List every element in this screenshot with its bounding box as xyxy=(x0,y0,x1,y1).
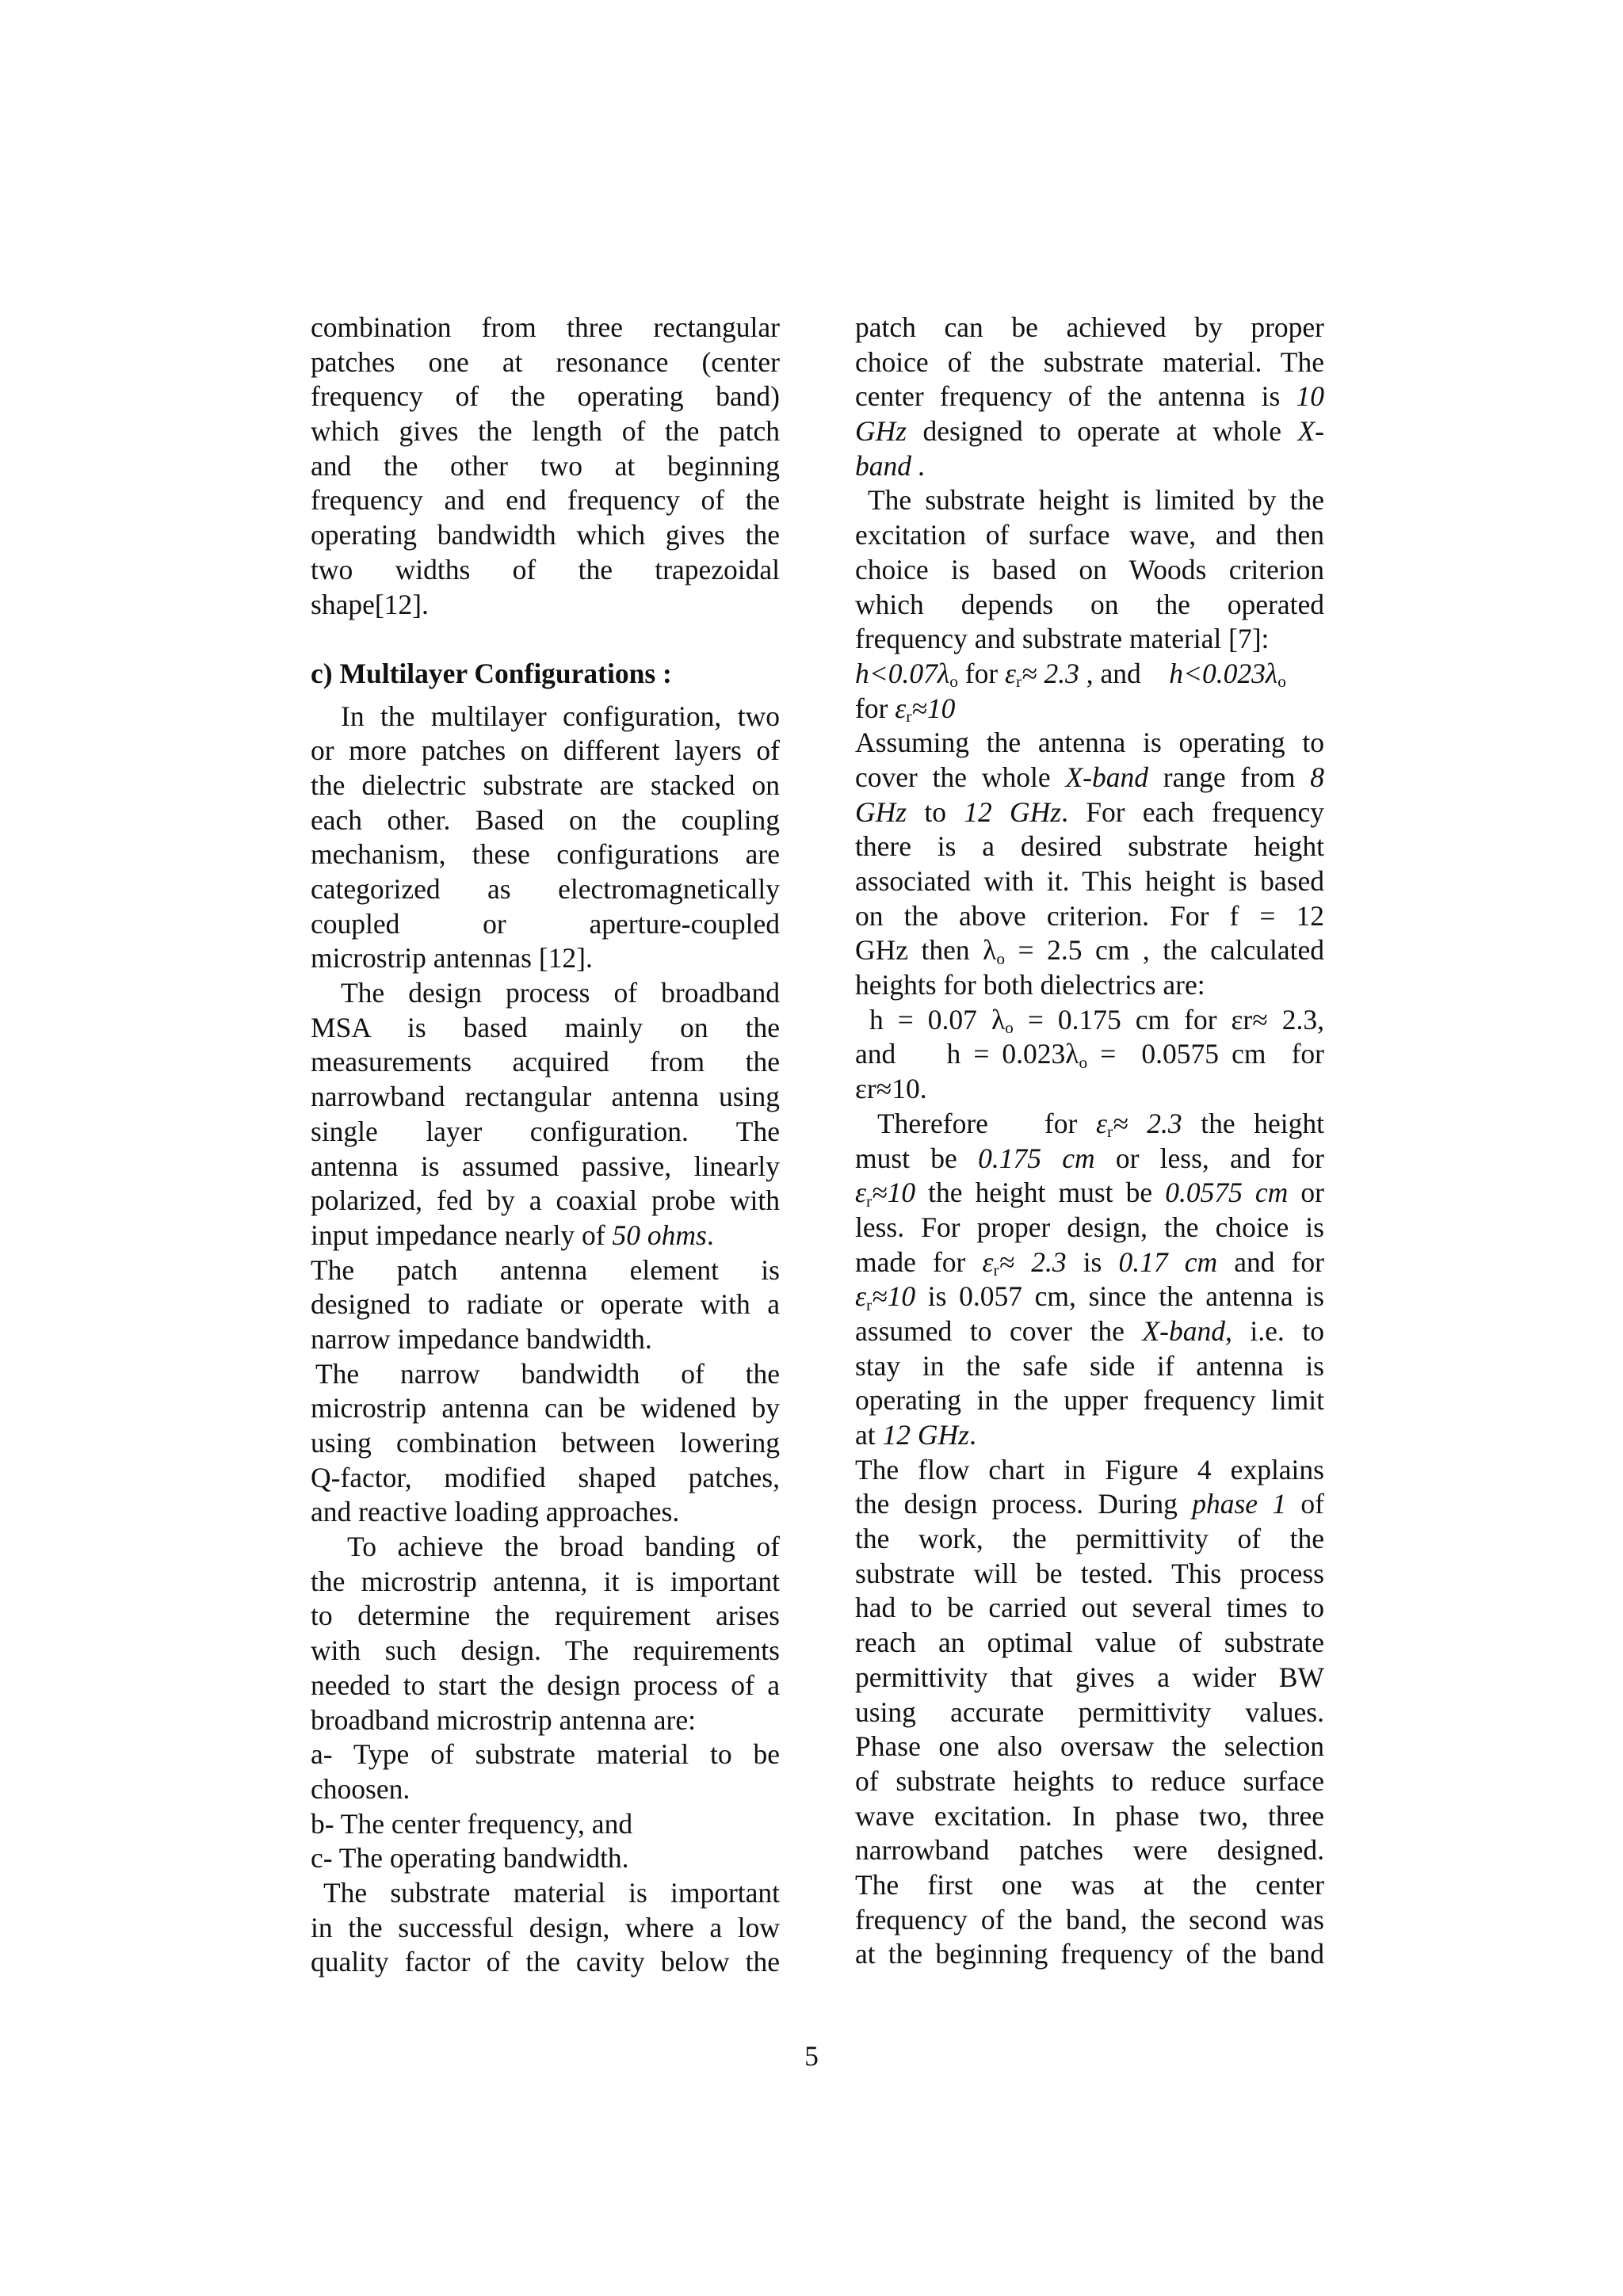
criterion-line: $h<0.07\lambda_o$ for $\varepsilon_r\approx 2.3$ , and $h<0.023\lambda_o$ xyxy=(855,657,1286,692)
text-line: patch can be achieved by proper xyxy=(855,311,1324,343)
text-line: stay in the safe side if antenna is xyxy=(855,1349,1324,1382)
text-line: center frequency of the antenna is 10 xyxy=(855,380,1324,413)
page-number: 5 xyxy=(804,2040,819,2072)
text-line: which depends on the operated xyxy=(855,588,1324,620)
text-line: εr≈10. xyxy=(855,1073,927,1105)
text-line: The patch antenna element is xyxy=(311,1253,780,1286)
text-line: narrowband patches were designed. xyxy=(855,1834,1324,1867)
section-heading: c) Multilayer Configurations : xyxy=(311,657,672,689)
text-line: microstrip antennas [12]. xyxy=(311,942,593,974)
right-column xyxy=(855,311,1324,1972)
text-line: Q-factor, modified shaped patches, xyxy=(311,1461,780,1493)
list-item: c- The operating bandwidth. xyxy=(311,1842,629,1875)
text-line: MSA is based mainly on the xyxy=(311,1011,780,1043)
text-line: with such design. The requirements xyxy=(311,1634,780,1667)
text-line: In the multilayer configuration, two xyxy=(341,700,780,732)
text-line: and the other two at beginning xyxy=(311,449,780,482)
text-line: there is a desired substrate height xyxy=(855,830,1324,863)
text-line: polarized, fed by a coaxial probe with xyxy=(311,1184,780,1217)
text-line: less. For proper design, the choice is xyxy=(855,1211,1324,1243)
text-line: combination from three rectangular xyxy=(311,311,780,343)
text-line: on the above criterion. For f = 12 xyxy=(855,899,1324,932)
text-line: using combination between lowering xyxy=(311,1427,780,1459)
text-line: input impedance nearly of 50 ohms. xyxy=(311,1219,714,1251)
text-line: wave excitation. In phase two, three xyxy=(855,1799,1324,1832)
text-line: the design process. During phase 1 of xyxy=(855,1488,1324,1520)
text-line: substrate will be tested. This process xyxy=(855,1557,1324,1589)
text-line: which gives the length of the patch xyxy=(311,415,780,448)
text-line: measurements acquired from the xyxy=(311,1046,780,1078)
criterion-line: for $\varepsilon_r\approx 10$ xyxy=(855,692,956,726)
text-line: designed to radiate or operate with a xyxy=(311,1288,780,1321)
text-line: and reactive loading approaches. xyxy=(311,1496,680,1528)
text-line: permittivity that gives a wider BW xyxy=(855,1661,1324,1693)
text-line: Therefore for $\varepsilon_r\approx 2.3$ the height xyxy=(877,1107,1324,1142)
text-line: The narrow bandwidth of the xyxy=(315,1357,780,1390)
text-line: mechanism, these configurations are xyxy=(311,838,780,871)
text-line: frequency of the operating band) xyxy=(311,380,780,413)
text-line: to determine the requirement arises xyxy=(311,1600,780,1632)
list-item: a- Type of substrate material to be xyxy=(311,1738,780,1771)
text-line: GHz then $\lambda_o = 2.5$ cm , the calculated xyxy=(855,934,1324,968)
text-line: GHz to 12 GHz. For each frequency xyxy=(855,795,1324,828)
text-line: The substrate material is important xyxy=(323,1876,780,1909)
text-line: coupled or aperture-coupled xyxy=(311,907,780,940)
text-line: frequency and end frequency of the xyxy=(311,484,780,517)
text-line: shape[12]. xyxy=(311,588,429,620)
text-line: frequency and substrate material [7]: xyxy=(855,623,1270,655)
text-line: The flow chart in Figure 4 explains xyxy=(855,1453,1324,1486)
text-line: the work, the permittivity of the xyxy=(855,1523,1324,1555)
text-line: and $h = 0.023\lambda_o = 0.0575$ cm for xyxy=(855,1038,1324,1072)
text-line: broadband microstrip antenna are: xyxy=(311,1703,696,1736)
text-line: The design process of broadband xyxy=(341,977,780,1009)
text-line: assumed to cover the X-band, i.e. to xyxy=(855,1314,1325,1347)
text-line: quality factor of the cavity below the xyxy=(311,1946,780,1978)
text-line: Assuming the antenna is operating to xyxy=(855,727,1324,759)
text-line: made for $\varepsilon_r\approx 2.3$ is 0.17 cm and for xyxy=(855,1245,1324,1280)
text-line: The first one was at the center xyxy=(855,1868,1324,1901)
text-line: h = 0.07 $\lambda_o = 0.175$ cm for εr≈ 2.3, xyxy=(855,1003,1324,1038)
text-line: heights for both dielectrics are: xyxy=(855,969,1205,1001)
text-line: needed to start the design process of a xyxy=(311,1669,780,1701)
left-column xyxy=(311,311,780,1980)
text-line: patches one at resonance (center xyxy=(311,345,780,378)
text-line: at 12 GHz. xyxy=(855,1419,976,1451)
text-line: two widths of the trapezoidal xyxy=(311,553,780,585)
text-line: the dielectric substrate are stacked on xyxy=(311,769,780,801)
text-line: choice of the substrate material. The xyxy=(855,345,1324,378)
text-line: must be 0.175 cm or less, and for xyxy=(855,1142,1324,1174)
text-line: Phase one also oversaw the selection xyxy=(855,1730,1324,1763)
text-line: the microstrip antenna, it is important xyxy=(311,1565,780,1597)
text-line: $\varepsilon_r\approx 10$ is 0.057 cm, since the antenna is xyxy=(855,1280,1324,1314)
text-line: had to be carried out several times to xyxy=(855,1592,1324,1624)
text-line: associated with it. This height is based xyxy=(855,865,1324,897)
text-line: cover the whole X-band range from 8 xyxy=(855,761,1325,793)
text-line: The substrate height is limited by the xyxy=(868,484,1324,517)
text-line: excitation of surface wave, and then xyxy=(855,519,1324,551)
text-line: $\varepsilon_r\approx 10$ the height must be 0.0575 cm or xyxy=(855,1177,1324,1211)
text-line: choice is based on Woods criterion xyxy=(855,553,1324,585)
text-line: GHz designed to operate at whole X- xyxy=(855,415,1324,448)
text-line: single layer configuration. The xyxy=(311,1115,780,1147)
text-line: in the successful design, where a low xyxy=(311,1911,780,1943)
text-line: using accurate permittivity values. xyxy=(855,1695,1324,1728)
text-line: operating in the upper frequency limit xyxy=(855,1384,1324,1417)
text-line: categorized as electromagnetically xyxy=(311,873,780,905)
list-item: b- The center frequency, and xyxy=(311,1807,633,1840)
text-line: narrowband rectangular antenna using xyxy=(311,1081,780,1113)
text-line: frequency of the band, the second was xyxy=(855,1903,1324,1936)
text-line: of substrate heights to reduce surface xyxy=(855,1764,1324,1797)
text-line: operating bandwidth which gives the xyxy=(311,519,780,551)
text-line: antenna is assumed passive, linearly xyxy=(311,1150,780,1182)
text-line: at the beginning frequency of the band xyxy=(855,1938,1324,1970)
text-line: or more patches on different layers of xyxy=(311,734,780,767)
text-line: narrow impedance bandwidth. xyxy=(311,1322,652,1355)
list-item: choosen. xyxy=(311,1772,411,1805)
text-line: each other. Based on the coupling xyxy=(311,803,780,836)
text-line: band . xyxy=(855,449,926,482)
text-line: microstrip antenna can be widened by xyxy=(311,1392,780,1425)
text-line: To achieve the broad banding of xyxy=(347,1531,780,1563)
text-line: reach an optimal value of substrate xyxy=(855,1627,1324,1659)
